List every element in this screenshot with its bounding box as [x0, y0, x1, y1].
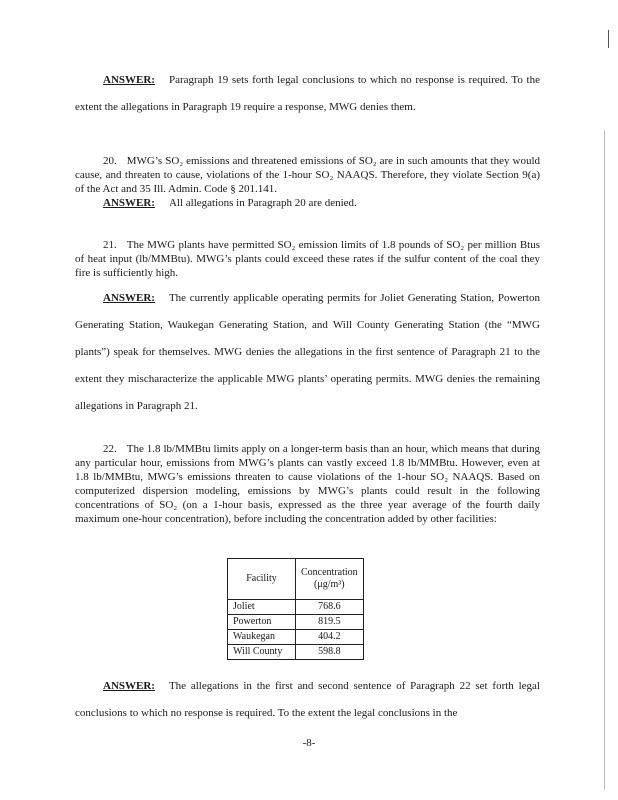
paragraph-22-answer — [75, 673, 540, 727]
paragraph-21-number: 21. — [103, 239, 117, 251]
facility-cell: Will County — [228, 645, 296, 660]
page-number: -8- — [302, 737, 316, 749]
scan-edge-mark — [608, 30, 609, 48]
answer-label: ANSWER: — [103, 292, 155, 304]
concentration-cell: 819.5 — [296, 615, 364, 630]
paragraph-20-text: MWG’s SO₂ emissions and threatened emissions of SO₂ are in such amounts that they would cause, and threaten to cause, violations of the 1-hour SO₂ NAAQS. Therefore, they violate Section 9(a) of the Act and 35 Ill. Admin. Code § 201.141. — [75, 155, 540, 195]
concentration-header-unit: (μg/m³) — [314, 579, 345, 590]
paragraph-21-answer-text: The currently applicable operating permits for Joliet Generating Station, Powerton Generating Station, Waukegan Generating Station, and Will County Generating Station (the “MWG plants”) speak for themselves. MWG denies the allegations in the first sentence of Paragraph 21 to the extent they mischaracterize the applicable MWG plants’ operating permits. MWG denies the remaining allegations in Paragraph 21. — [75, 292, 540, 412]
facility-cell: Joliet — [228, 600, 296, 615]
concentration-column-header — [296, 559, 364, 600]
table-row — [228, 600, 364, 615]
concentration-header-label: Concentration — [301, 567, 358, 578]
paragraph-21 — [75, 238, 540, 280]
facility-column-header: Facility — [228, 559, 296, 600]
table-row — [228, 615, 364, 630]
concentration-table — [227, 558, 364, 660]
concentration-cell: 404.2 — [296, 630, 364, 645]
paragraph-20-answer — [75, 190, 540, 217]
paragraph-20-number: 20. — [103, 155, 117, 167]
paragraph-22-number: 22. — [103, 443, 117, 455]
paragraph-22-answer-text: The allegations in the first and second sentence of Paragraph 22 set forth legal conclusions to which no response is required. To the extent the legal conclusions in the — [75, 680, 540, 719]
paragraph-19-answer — [75, 67, 540, 121]
paragraph-19-answer-text: Paragraph 19 sets forth legal conclusions to which no response is required. To the extent the allegations in Paragraph 19 require a response, MWG denies them. — [75, 74, 540, 113]
table-row — [228, 645, 364, 660]
paragraph-22-text: The 1.8 lb/MMBtu limits apply on a longer-term basis than an hour, which means that during any particular hour, emissions from MWG’s plants can vastly exceed 1.8 lb/MMBtu. However, even at 1.8 lb/MMBtu, MWG’s emissions threaten to cause violations of the 1-hour SO₂ NAAQS. Based on computerized dispersion modeling, emissions by MWG’s plants could result in the following concentrations of SO₂ (on a 1-hour basis, expressed as the three year average of the fourth daily maximum one-hour concentration), before including the concentration added by other facilities: — [75, 443, 540, 525]
table-header-row — [228, 559, 364, 600]
paragraph-21-answer — [75, 285, 540, 420]
answer-label: ANSWER: — [103, 680, 155, 692]
paragraph-22 — [75, 442, 540, 526]
paragraph-20-answer-text: All allegations in Paragraph 20 are denied. — [168, 197, 357, 209]
paragraph-21-text: The MWG plants have permitted SO₂ emission limits of 1.8 pounds of SO₂ per million Btus of heat input (lb/MMBtu). MWG’s plants could exceed these rates if the sulfur content of the coal they fire is sufficiently high. — [75, 239, 540, 279]
table-row — [228, 630, 364, 645]
concentration-cell: 768.6 — [296, 600, 364, 615]
scan-edge-line — [604, 130, 605, 790]
facility-cell: Waukegan — [228, 630, 296, 645]
facility-cell: Powerton — [228, 615, 296, 630]
answer-label: ANSWER: — [103, 74, 155, 86]
answer-label: ANSWER: — [103, 197, 155, 209]
concentration-cell: 598.8 — [296, 645, 364, 660]
